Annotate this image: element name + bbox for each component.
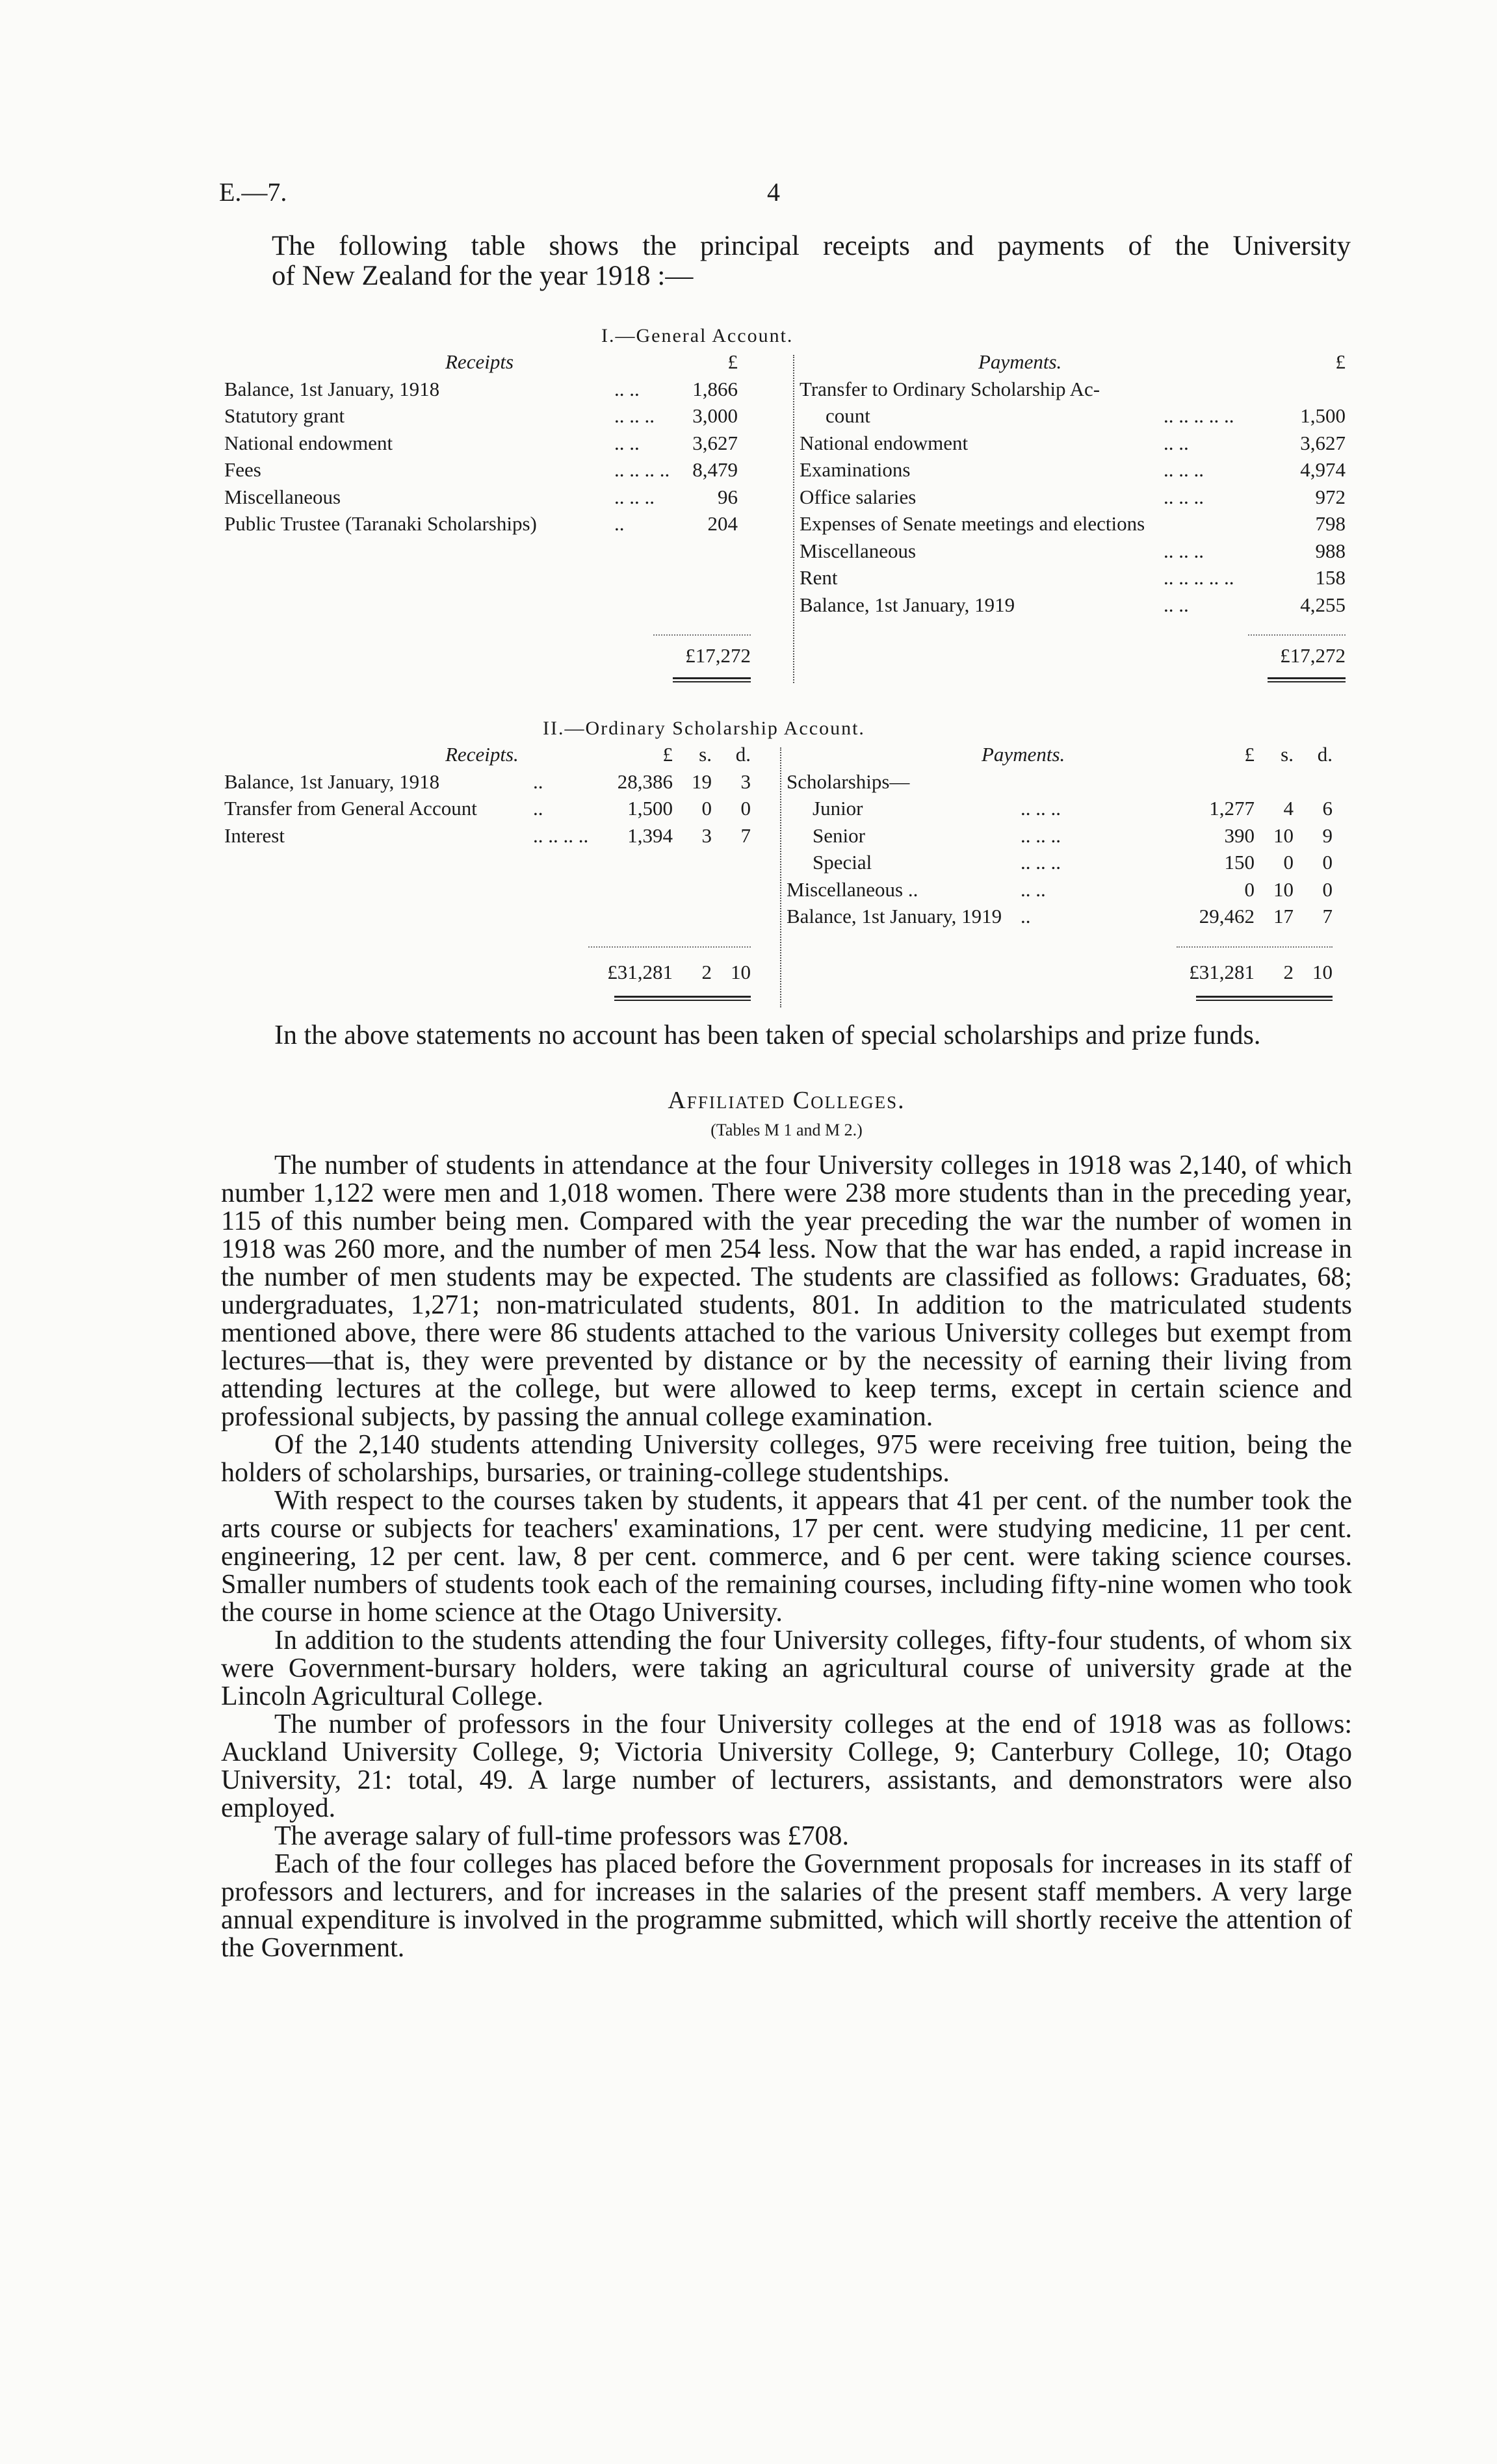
receipt-label: Fees: [224, 458, 261, 481]
column-divider: [793, 355, 794, 683]
amount-shillings: 0: [701, 797, 712, 820]
intro-line-2: of New Zealand for the year 1918 :—: [272, 261, 694, 291]
receipt-row: [224, 768, 783, 796]
receipt-row: [224, 376, 770, 403]
payment-label: National endowment: [800, 431, 969, 454]
amount-shillings: 3: [701, 823, 712, 847]
payment-amount: 1,500: [1300, 404, 1346, 427]
amount-shillings: 17: [1273, 905, 1294, 927]
payment-row: [800, 591, 1352, 619]
payment-label: Office salaries: [800, 485, 917, 508]
payment-row: [787, 795, 1352, 822]
payments-unit: £: [1335, 350, 1346, 373]
receipt-row: [224, 795, 783, 822]
affiliated-title: Affiliated Colleges.: [668, 1087, 905, 1114]
rule: [1248, 634, 1346, 636]
receipt-amount: 1,866: [692, 377, 738, 400]
leader-dots: .. .. ..: [1021, 851, 1061, 874]
double-rule: [614, 996, 751, 1001]
double-rule: [673, 677, 751, 682]
leader-dots: .. .. .. ..: [614, 458, 670, 481]
total-pounds: £31,281: [607, 961, 673, 983]
payment-row: [800, 484, 1352, 511]
payment-label: Scholarships—: [787, 770, 910, 793]
payment-row: [787, 849, 1352, 876]
double-rule: [1268, 677, 1346, 682]
receipts-heading-row: [224, 741, 783, 768]
amount-pence: 0: [1322, 877, 1333, 901]
payment-row: [787, 822, 1352, 849]
double-rule: [1196, 996, 1333, 1001]
receipt-label: Balance, 1st January, 1918: [224, 770, 440, 793]
receipt-label: National endowment: [224, 431, 393, 454]
receipts-heading: Receipts: [445, 350, 514, 373]
payments-heading-row: [800, 348, 1352, 376]
payments-heading-row: [787, 741, 1352, 768]
receipt-row: [224, 402, 770, 430]
scholarship-receipts-column: [224, 741, 783, 849]
leader-dots: .. ..: [614, 431, 640, 454]
payments-heading: Payments.: [982, 743, 1065, 766]
pence-unit: d.: [1317, 743, 1333, 766]
receipt-row: [224, 456, 770, 484]
general-receipts-column: [224, 348, 770, 538]
leader-dots: .. .. .. ..: [533, 823, 589, 847]
shillings-unit: s.: [699, 743, 712, 766]
payment-row: [800, 564, 1352, 591]
payment-label: Balance, 1st January, 1919: [787, 905, 1002, 927]
amount-pence: 0: [1322, 851, 1333, 874]
leader-dots: .. .. .. .. ..: [1164, 404, 1234, 427]
pounds-unit: £: [662, 743, 673, 766]
payment-label: Miscellaneous ..: [787, 877, 918, 901]
payment-amount: 4,974: [1300, 458, 1346, 481]
payment-label: Rent: [800, 566, 838, 589]
receipt-row: [224, 484, 770, 511]
payment-row: [800, 402, 1352, 430]
payment-label: Examinations: [800, 458, 911, 481]
page-number: 4: [767, 177, 780, 207]
receipt-label: Miscellaneous: [224, 485, 341, 508]
scholarship-account-table: [224, 741, 1352, 1014]
leader-dots: ..: [1021, 905, 1031, 927]
receipt-row: [224, 822, 783, 849]
payment-row: [800, 510, 1352, 538]
payment-amount: 3,627: [1300, 431, 1346, 454]
note-paragraph: [221, 1022, 1352, 1050]
amount-shillings: 19: [692, 770, 712, 793]
body-paragraph: Each of the four colleges has placed before the Government proposals for increases in its staff of professors and lecturers, and for increases in the salaries of the present staff members. A very large annual expenditure is involved in the programme submitted, which will shortly receive the attention of the Government.: [221, 1849, 1352, 1963]
receipt-amount: 8,479: [692, 458, 738, 481]
payment-amount: 798: [1315, 512, 1346, 535]
affiliated-body: [221, 1152, 1352, 1962]
receipt-row: [224, 430, 770, 457]
amount-pounds: 29,462: [1199, 905, 1255, 927]
payment-row: [800, 538, 1352, 565]
payment-row: [787, 768, 1352, 796]
body-paragraph: In addition to the students attending the four University colleges, fifty-four students, of whom six were Government-bursary holders, were taking an agricultural course of university grade at the Lincoln Agricultural College.: [221, 1626, 1352, 1711]
general-payments-column: [800, 348, 1352, 618]
payment-amount: 972: [1315, 485, 1346, 508]
intro-line-1: The following table shows the principal receipts and payments of the University: [272, 231, 1351, 261]
receipt-label: Interest: [224, 823, 285, 847]
body-paragraph: With respect to the courses taken by students, it appears that 41 per cent. of the number took the arts course or subjects for teachers' examinations, 17 per cent. were studying medicine, 11 per cent. engineering, 12 per cent. law, 8 per cent. commerce, and 6 per cent. were taking science courses. Smaller numbers of students took each of the remaining courses, including fifty-nine women who took the course in home science at the Otago University.: [221, 1486, 1352, 1628]
amount-pence: 7: [1322, 905, 1333, 927]
general-receipts-total: £17,272: [685, 644, 751, 667]
body-paragraph: The number of professors in the four University colleges at the end of 1918 was as follows: Auckland University College, 9; Victoria University College, 9; Canterbury College, 10; Otago University, 21: total, 49. A large number of lecturers, assistants, and demonstrators were also employed.: [221, 1709, 1352, 1823]
rule: [653, 634, 751, 636]
amount-pence: 3: [740, 770, 751, 793]
shillings-unit: s.: [1281, 743, 1294, 766]
amount-pounds: 1,277: [1209, 797, 1255, 820]
receipt-amount: 96: [718, 485, 738, 508]
payment-row: [800, 456, 1352, 484]
leader-dots: ..: [533, 770, 543, 793]
scholarship-payments-column: [787, 741, 1352, 930]
amount-pence: 7: [740, 823, 751, 847]
payment-label: Miscellaneous: [800, 539, 917, 562]
amount-shillings: 4: [1283, 797, 1294, 820]
receipts-unit: £: [727, 350, 738, 373]
amount-pence: 9: [1322, 823, 1333, 847]
total-pence: 10: [1312, 961, 1333, 983]
intro-paragraph: [272, 231, 1351, 291]
payment-row: [800, 376, 1352, 403]
amount-pence: 6: [1322, 797, 1333, 820]
rule: [588, 946, 751, 948]
pence-unit: d.: [735, 743, 751, 766]
leader-dots: .. .. ..: [614, 485, 655, 508]
payment-row: [787, 876, 1352, 903]
total-shillings: 2: [701, 961, 712, 983]
total-pounds: £31,281: [1189, 961, 1255, 983]
body-paragraph: The number of students in attendance at the four University colleges in 1918 was 2,140, of which number 1,122 were men and 1,018 women. There were 238 more students than in the preceding year, 115 of this number being men. Compared with the year preceding the war the number of women in 1918 was 260 more, and the number of men 254 less. Now that the war has ended, a rapid increase in the number of men students may be expected. The students are classified as follows: Graduates, 68; undergraduates, 1,271; non-matriculated students, 801. In addition to the matriculated students mentioned above, there were 86 students attached to the various University colleges but exempt from lectures—that is, they were prevented by distance or by the necessity of earning their living from attending lectures at the college, but were allowed to keep terms, except in certain science and professional subjects, by passing the annual college examination.: [221, 1150, 1352, 1432]
amount-pounds: 150: [1224, 851, 1255, 874]
amount-pence: 0: [740, 797, 751, 820]
payment-label: Expenses of Senate meetings and elections: [800, 512, 1145, 535]
total-shillings: 2: [1283, 961, 1294, 983]
general-account-table: [224, 348, 1352, 686]
payment-label: Junior: [813, 797, 863, 820]
pounds-unit: £: [1244, 743, 1255, 766]
report-reference: E.—7.: [219, 177, 287, 207]
amount-shillings: 10: [1273, 877, 1294, 901]
total-pence: 10: [731, 961, 751, 983]
receipt-label: Public Trustee (Taranaki Scholarships): [224, 512, 537, 535]
amount-shillings: 0: [1283, 851, 1294, 874]
leader-dots: .. .. ..: [1021, 797, 1061, 820]
payment-label: Transfer to Ordinary Scholarship Ac-: [800, 377, 1100, 400]
leader-dots: ..: [614, 512, 625, 535]
general-payments-total: £17,272: [1280, 644, 1346, 667]
amount-pounds: 1,394: [627, 823, 673, 847]
note-text: In the above statements no account has been taken of special scholarships and prize funds.: [274, 1020, 1261, 1050]
receipts-heading-row: [224, 348, 770, 376]
general-account-title: I.—General Account.: [601, 325, 794, 346]
payment-row: [800, 430, 1352, 457]
receipts-heading: Receipts.: [445, 743, 519, 766]
payment-amount: 4,255: [1300, 593, 1346, 616]
rule: [1177, 946, 1333, 948]
leader-dots: .. ..: [614, 377, 640, 400]
receipt-label: Balance, 1st January, 1918: [224, 377, 440, 400]
scholarship-account-title: II.—Ordinary Scholarship Account.: [543, 718, 865, 739]
payment-label: count: [826, 404, 870, 427]
affiliated-subtitle: (Tables M 1 and M 2.): [710, 1121, 863, 1139]
receipt-row: [224, 510, 770, 538]
body-paragraph: The average salary of full-time professors was £708.: [274, 1821, 850, 1851]
payments-heading: Payments.: [978, 350, 1062, 373]
leader-dots: .. .. ..: [614, 404, 655, 427]
payment-label: Balance, 1st January, 1919: [800, 593, 1015, 616]
leader-dots: .. ..: [1164, 431, 1189, 454]
leader-dots: ..: [533, 797, 543, 820]
receipt-amount: 3,627: [692, 431, 738, 454]
leader-dots: .. .. ..: [1164, 458, 1204, 481]
payment-amount: 158: [1315, 566, 1346, 589]
receipt-label: Transfer from General Account: [224, 797, 477, 820]
scholarship-payments-total: [787, 959, 1352, 986]
amount-pounds: 0: [1244, 877, 1255, 901]
amount-pounds: 1,500: [627, 797, 673, 820]
payment-label: Senior: [813, 823, 865, 847]
leader-dots: .. .. ..: [1164, 485, 1204, 508]
receipt-label: Statutory grant: [224, 404, 345, 427]
receipt-amount: 3,000: [692, 404, 738, 427]
payment-row: [787, 903, 1352, 930]
body-paragraph: Of the 2,140 students attending University colleges, 975 were receiving free tuition, being the holders of scholarships, bursaries, or training-college studentships.: [221, 1430, 1352, 1488]
leader-dots: .. ..: [1021, 877, 1046, 901]
payment-label: Special: [813, 851, 872, 874]
amount-pounds: 28,386: [617, 770, 673, 793]
amount-shillings: 10: [1273, 823, 1294, 847]
leader-dots: .. .. ..: [1164, 539, 1204, 562]
amount-pounds: 390: [1224, 823, 1255, 847]
payment-amount: 988: [1315, 539, 1346, 562]
leader-dots: .. .. .. .. ..: [1164, 566, 1234, 589]
scholarship-receipts-total: [224, 959, 783, 986]
leader-dots: .. ..: [1164, 593, 1189, 616]
receipt-amount: 204: [707, 512, 738, 535]
leader-dots: .. .. ..: [1021, 823, 1061, 847]
